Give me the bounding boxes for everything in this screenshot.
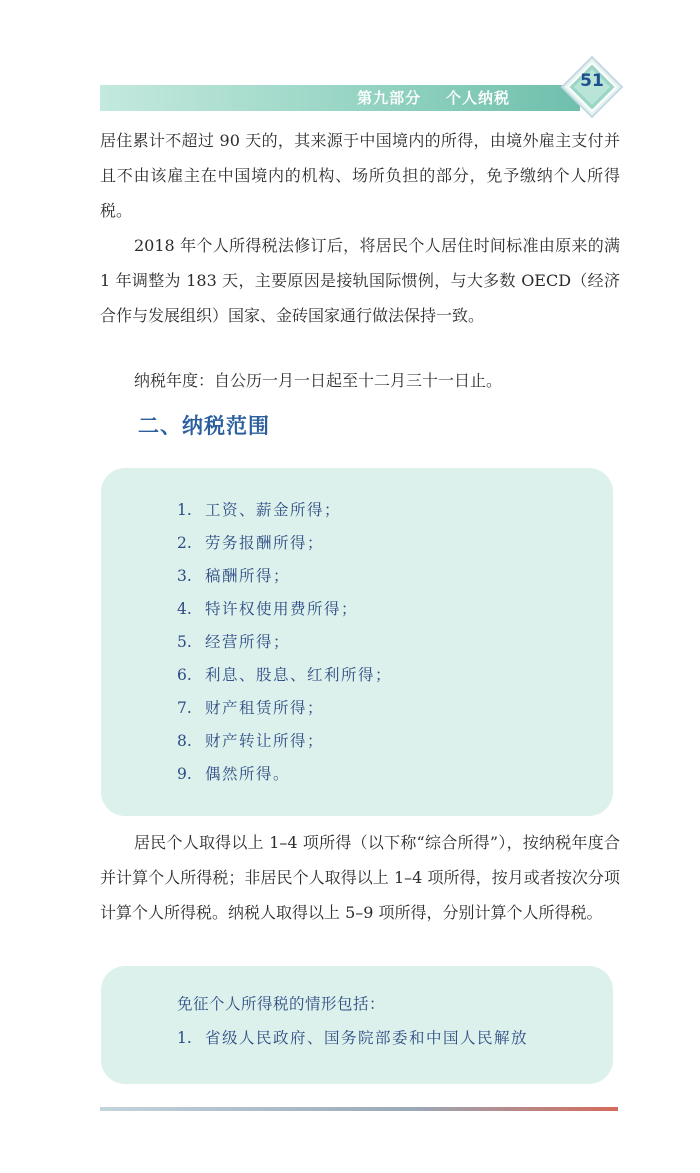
list-item-number: 8. [177,732,192,750]
list-item-text: 稿酬所得； [205,567,291,585]
paragraph-2018-revision: 2018 年个人所得税法修订后，将居民个人居住时间标准由原来的满 1 年调整为 183 天，主要原因是接轨国际惯例，与大多数 OECD（经济合作与发展组织）国家、金砖国家通行做法保持一致。 [100,236,620,325]
list-item-text: 省级人民政府、国务院部委和中国人民解放 [205,1029,529,1047]
page-number-badge [560,55,624,119]
exemption-heading: 免征个人所得税的情形包括： [177,995,386,1013]
list-item-text: 工资、薪金所得； [205,501,342,519]
list-item-text: 利息、股息、红利所得； [205,666,393,684]
list-item-number: 2. [177,534,192,552]
section-header-bar [100,85,580,111]
list-item [177,626,392,659]
list-item-text: 财产转让所得； [205,732,325,750]
list-item-number: 7. [177,699,192,717]
list-item-text: 劳务报酬所得； [205,534,325,552]
exemption-item [177,1026,528,1048]
list-item [177,758,392,791]
income-types-list [177,494,392,791]
list-item-number: 1. [177,501,192,519]
paragraph-tax-year: 纳税年度：自公历一月一日起至十二月三十一日止。 [134,371,503,390]
list-item-number: 5. [177,633,192,651]
list-item [177,593,392,626]
list-item [177,527,392,560]
list-item [177,494,392,527]
list-item-number: 4. [177,600,192,618]
paragraph-continued: 居住累计不超过 90 天的，其来源于中国境内的所得，由境外雇主支付并且不由该雇主在中国境内的机构、场所负担的部分，免予缴纳个人所得税。 [100,131,620,220]
footer-divider [100,1107,618,1111]
list-item-text: 经营所得； [205,633,291,651]
list-item-text: 财产租赁所得； [205,699,325,717]
paragraph-comprehensive-income: 居民个人取得以上 1–4 项所得（以下称“综合所得”），按纳税年度合并计算个人所得税；非居民个人取得以上 1–4 项所得，按月或者按次分项计算个人所得税。纳税人取得以上 5–9 项所得，分别计算个人所得税。 [100,833,620,922]
list-item [177,659,392,692]
section-title: 第九部分 个人纳税 [357,89,510,107]
income-types-box [101,468,613,816]
list-item [177,725,392,758]
list-item-number: 9. [177,765,192,783]
list-item-number: 1. [177,1029,192,1047]
section-heading: 二、纳税范围 [138,414,270,438]
list-item-number: 3. [177,567,192,585]
page-number: 51 [580,71,604,91]
tax-exemption-box [101,966,613,1084]
list-item-text: 偶然所得。 [205,765,291,783]
list-item-text: 特许权使用费所得； [205,600,359,618]
list-item [177,692,392,725]
list-item [177,560,392,593]
list-item-number: 6. [177,666,192,684]
